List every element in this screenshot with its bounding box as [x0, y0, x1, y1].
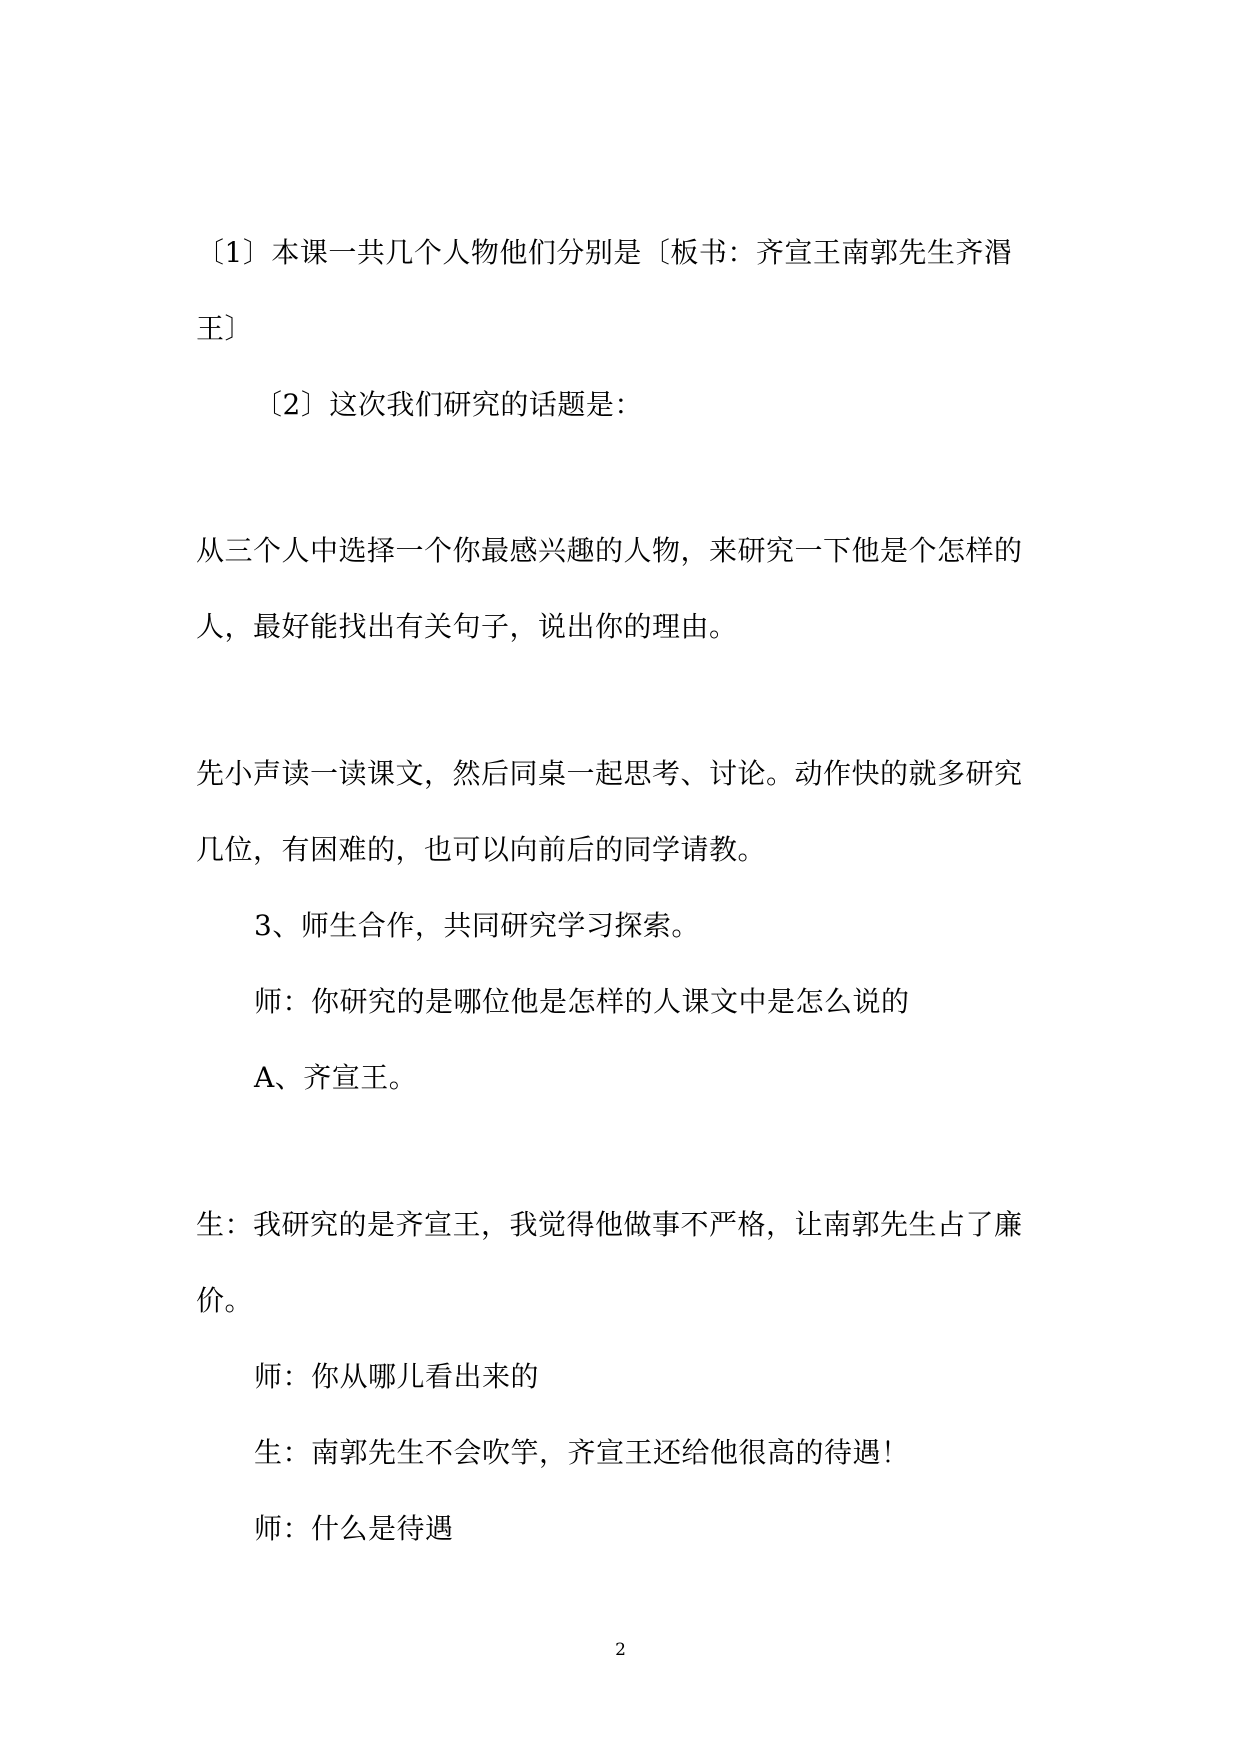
paragraph-line-15: 师：什么是待遇 [254, 1512, 454, 1545]
paragraph-line-14: 生：南郭先生不会吹竽，齐宣王还给他很高的待遇！ [254, 1436, 910, 1469]
paragraph-line-1: 〔1〕本课一共几个人物他们分别是〔板书：齐宣王南郭先生齐湣 [196, 236, 1013, 269]
paragraph-line-7: 几位，有困难的，也可以向前后的同学请教。 [196, 833, 767, 866]
paragraph-line-11: 生：我研究的是齐宣王，我觉得他做事不严格，让南郭先生占了廉 [196, 1208, 1023, 1241]
paragraph-line-9: 师：你研究的是哪位他是怎样的人课文中是怎么说的 [254, 985, 910, 1018]
paragraph-line-3: 〔2〕这次我们研究的话题是： [254, 388, 643, 421]
paragraph-line-13: 师：你从哪儿看出来的 [254, 1360, 540, 1393]
paragraph-line-4: 从三个人中选择一个你最感兴趣的人物，来研究一下他是个怎样的 [196, 534, 1023, 567]
paragraph-line-8: 3、师生合作，共同研究学习探索。 [254, 909, 700, 942]
paragraph-line-10: A、齐宣王。 [254, 1061, 418, 1094]
paragraph-line-6: 先小声读一读课文，然后同桌一起思考、讨论。动作快的就多研究 [196, 757, 1023, 790]
paragraph-line-12: 价。 [196, 1284, 254, 1317]
paragraph-line-2: 王〕 [196, 312, 254, 345]
page-number: 2 [615, 1640, 626, 1660]
paragraph-line-5: 人，最好能找出有关句子，说出你的理由。 [196, 610, 738, 643]
